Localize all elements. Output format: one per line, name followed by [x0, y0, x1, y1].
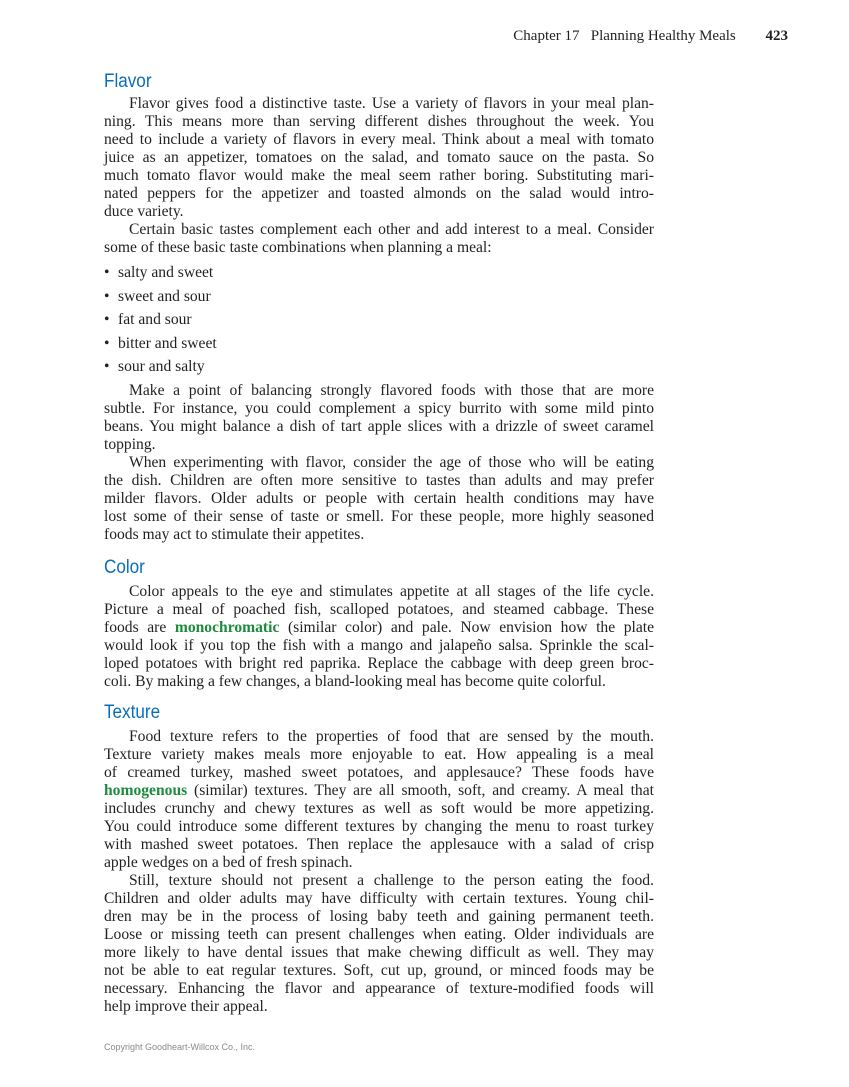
flavor-paragraphs — [104, 95, 654, 257]
chapter-number: Chapter 17 — [513, 28, 580, 44]
text-segment: ning. This means more than serving different dishes throughout the week. You — [104, 113, 654, 130]
text-line — [104, 382, 654, 400]
text-line — [104, 980, 654, 998]
text-segment: foods may act to stimulate their appetites. — [104, 526, 365, 543]
chapter-title: Planning Healthy Meals — [590, 28, 736, 44]
text-line — [104, 890, 654, 908]
text-segment: dren may be in the process of losing baby teeth and gaining permanent teeth. — [104, 908, 654, 925]
text-line — [104, 854, 654, 872]
text-line — [104, 746, 654, 764]
bullet-icon: • — [104, 264, 110, 281]
text-segment: includes crunchy and chewy textures as well as soft would be more appetizing. — [104, 800, 654, 817]
text-line — [104, 203, 654, 221]
text-segment: coli. By making a few changes, a bland-looking meal has become quite colorful. — [104, 673, 606, 690]
text-segment: topping. — [104, 436, 156, 453]
text-line — [104, 872, 654, 890]
text-line — [104, 728, 654, 746]
text-segment: nated peppers for the appetizer and toasted almonds on the salad would intro- — [104, 185, 654, 202]
text-line — [104, 944, 654, 962]
text-segment: You could introduce some different textures by changing the menu to roast turkey — [104, 818, 654, 835]
text-segment: Flavor gives food a distinctive taste. Use a variety of flavors in your meal plan- — [129, 95, 654, 112]
text-line — [104, 908, 654, 926]
text-line — [104, 836, 654, 854]
bullet-text: sweet and sour — [118, 288, 211, 305]
bullet-text: sour and salty — [118, 358, 205, 375]
text-segment: Loose or missing teeth can present challenges when eating. Older individuals are — [104, 926, 654, 943]
text-line — [104, 167, 654, 185]
bullet-item — [104, 311, 192, 329]
texture-paragraphs — [104, 728, 654, 1016]
text-line — [104, 818, 654, 836]
text-line — [104, 131, 654, 149]
bullet-text: salty and sweet — [118, 264, 214, 281]
text-line — [104, 149, 654, 167]
text-line — [104, 400, 654, 418]
page-number: 423 — [765, 28, 788, 44]
text-line — [104, 454, 654, 472]
text-segment: Picture a meal of poached fish, scalloped potatoes, and steamed cabbage. These — [104, 601, 654, 618]
text-segment: need to include a variety of flavors in every meal. Think about a meal with tomato — [104, 131, 654, 148]
text-segment: with mashed sweet potatoes. Then replace the applesauce with a salad of crisp — [104, 836, 654, 853]
text-segment: some of these basic taste combinations when planning a meal: — [104, 239, 492, 256]
text-line — [104, 185, 654, 203]
heading-flavor: Flavor — [104, 71, 152, 92]
text-segment: Texture variety makes meals more enjoyable to eat. How appealing is a meal — [104, 746, 654, 763]
text-segment: (similar color) and pale. Now envision how the plate — [279, 619, 655, 636]
text-segment: the dish. Children are often more sensitive to tastes than adults and may prefer — [104, 472, 654, 489]
bullet-text: bitter and sweet — [118, 335, 217, 352]
text-line — [104, 926, 654, 944]
text-line — [104, 619, 654, 637]
bullet-icon: • — [104, 358, 110, 375]
text-line — [104, 113, 654, 131]
text-line — [104, 655, 654, 673]
text-line — [104, 436, 654, 454]
text-line — [104, 583, 654, 601]
text-line — [104, 508, 654, 526]
key-term: monochromatic — [174, 619, 280, 636]
text-segment: Children and older adults may have difficulty with certain textures. Young chil- — [104, 890, 654, 907]
text-segment: Still, texture should not present a challenge to the person eating the food. — [129, 872, 654, 889]
text-line — [104, 526, 654, 544]
text-segment: juice as an appetizer, tomatoes on the salad, and tomato sauce on the pasta. So — [104, 149, 654, 166]
text-segment: not be able to eat regular textures. Soft, cut up, ground, or minced foods may be — [104, 962, 654, 979]
text-segment: more likely to have dental issues that make chewing difficult as well. They may — [104, 944, 654, 961]
bullet-item — [104, 358, 205, 376]
text-segment: help improve their appeal. — [104, 998, 268, 1015]
flavor-paragraphs-after — [104, 382, 654, 544]
text-segment: Color appeals to the eye and stimulates appetite at all stages of the life cycle. — [129, 583, 654, 600]
text-segment: of creamed turkey, mashed sweet potatoes, and applesauce? These foods have — [104, 764, 654, 781]
text-line — [104, 764, 654, 782]
heading-color: Color — [104, 557, 145, 578]
bullet-icon: • — [104, 288, 110, 305]
copyright-footer: Copyright Goodheart-Willcox Co., Inc. — [104, 1042, 256, 1052]
text-line — [104, 472, 654, 490]
text-segment: subtle. For instance, you could complement a spicy burrito with some mild pinto — [104, 400, 654, 417]
text-line — [104, 673, 654, 691]
text-line — [104, 418, 654, 436]
text-line — [104, 998, 654, 1016]
text-segment: foods are — [104, 619, 175, 636]
text-segment: beans. You might balance a dish of tart apple slices with a drizzle of sweet caramel — [104, 418, 654, 435]
running-header — [513, 28, 788, 45]
text-segment: apple wedges on a bed of fresh spinach. — [104, 854, 353, 871]
text-segment: loped potatoes with bright red paprika. Replace the cabbage with deep green broc- — [104, 655, 654, 672]
text-segment: much tomato flavor would make the meal seem rather boring. Substituting mari- — [104, 167, 654, 184]
chapter-label — [513, 28, 735, 44]
text-line — [104, 637, 654, 655]
text-line — [104, 601, 654, 619]
text-segment: (similar) textures. They are all smooth, soft, and creamy. A meal that — [187, 782, 654, 799]
bullet-item — [104, 264, 213, 282]
color-paragraphs — [104, 583, 654, 691]
bullet-icon: • — [104, 335, 110, 352]
bullet-item — [104, 335, 217, 353]
bullet-text: fat and sour — [118, 311, 192, 328]
text-segment: Make a point of balancing strongly flavored foods with those that are more — [129, 382, 654, 399]
bullet-icon: • — [104, 311, 110, 328]
text-segment: Food texture refers to the properties of food that are sensed by the mouth. — [129, 728, 654, 745]
text-line — [104, 221, 654, 239]
text-segment: When experimenting with flavor, consider the age of those who will be eating — [129, 454, 654, 471]
text-segment: duce variety. — [104, 203, 184, 220]
text-line — [104, 239, 654, 257]
text-segment: would look if you top the fish with a mango and jalapeño salsa. Sprinkle the scal- — [104, 637, 654, 654]
key-term: homogenous — [104, 782, 188, 799]
text-line — [104, 800, 654, 818]
text-segment: milder flavors. Older adults or people with certain health conditions may have — [104, 490, 654, 507]
text-line — [104, 490, 654, 508]
text-line — [104, 782, 654, 800]
text-segment: Certain basic tastes complement each other and add interest to a meal. Consider — [129, 221, 654, 238]
text-line — [104, 95, 654, 113]
heading-texture: Texture — [104, 702, 161, 723]
text-segment: lost some of their sense of taste or smell. For these people, more highly seasoned — [104, 508, 654, 525]
text-line — [104, 962, 654, 980]
text-segment: necessary. Enhancing the flavor and appearance of texture-modified foods will — [104, 980, 654, 997]
bullet-item — [104, 288, 211, 306]
